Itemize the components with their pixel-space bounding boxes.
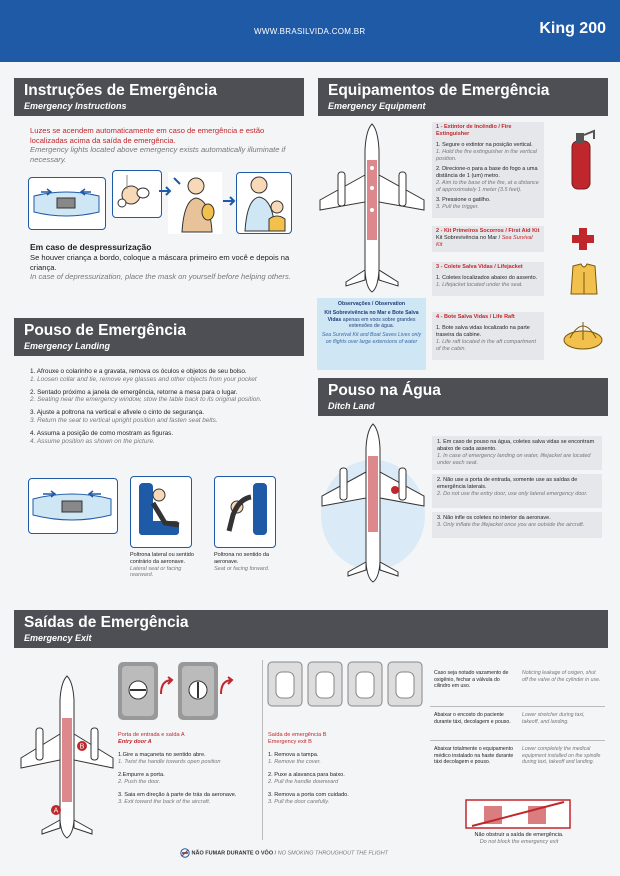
- first-aid-sub-pt: Kit Sobrevivência no Mar: [436, 235, 498, 241]
- oxygen-leak-pt: Caso seja notado vazamento de oxigênio, fechar a válvula do cilindro em uso.: [434, 670, 509, 690]
- mask-drop-illustration: [112, 170, 162, 218]
- landing-step-2-en: 2. Seating near the emergency window, stow the table back to its original position.: [30, 396, 262, 404]
- observation-pt-bold: Kit Sobrevivência no Mar e Bote Salva Vidas: [324, 309, 419, 323]
- do-not-block-pt: Não obstruir a saída de emergência.: [474, 832, 564, 838]
- exit-b-instructions: [268, 732, 418, 806]
- landing-step-3-pt: 3. Ajuste a poltrona na vertical e afivele o cinto de segurança.: [30, 409, 205, 417]
- exit-b-caption-en: Emergency exit B: [268, 739, 312, 745]
- door-a-step-1-pt: 1.Gire a maçaneta no sentido abre.: [118, 752, 206, 758]
- medical-equipment-row: [430, 746, 605, 788]
- seatbelt-icon: [29, 178, 104, 228]
- brace-rearward-caption: [130, 552, 202, 579]
- ditch-step-2: [432, 474, 602, 508]
- door-a-step-3-en: 3. Exit toward the back of the aircraft.: [118, 799, 211, 805]
- ditch-step-3: [432, 512, 602, 538]
- fire-step-3-en: 3. Pull the trigger.: [436, 204, 479, 210]
- brace-forward-caption-pt: Poltrona no sentido da aeronave.: [214, 552, 270, 565]
- equipment-title: Equipamentos de Emergência: [328, 82, 550, 99]
- exit-b-illustrations: [266, 660, 424, 710]
- door-a-step-2-en: 2. Push the door.: [118, 779, 161, 785]
- oxygen-mask-icon: [113, 171, 160, 216]
- aircraft-model: King 200: [539, 20, 606, 37]
- lights-text-pt: Luzes se acendem automaticamente em caso de emergência e estão localizadas acima da saída de emergência.: [30, 126, 265, 145]
- ditch-step-2-pt: 2. Não use a porta de entrada, somente use as saídas de emergência laterais.: [437, 477, 578, 490]
- observation-title: Observações / Observation: [337, 301, 406, 307]
- door-handle-open-icon: [178, 662, 218, 720]
- ditch-title: Pouso na Água: [328, 382, 441, 399]
- lifejacket-block: [432, 262, 544, 296]
- exit-a-marker: A: [53, 807, 59, 815]
- ditch-subtitle: Ditch Land: [328, 401, 375, 411]
- landing-step-2-pt: 2. Sentado próximo a janela de emergência, retorne a mesa para o lugar.: [30, 388, 238, 396]
- landing-steps: [30, 368, 305, 445]
- lights-text-en: Emergency lights located above emergency exists automatically illuminate if necessary.: [30, 145, 286, 164]
- depressurization-text-pt: Se houver criança a bordo, coloque a máscara primeiro em você e depois na criança.: [30, 253, 290, 272]
- oxygen-leak-row: [430, 670, 605, 708]
- divider: [262, 660, 263, 840]
- life-raft-head: 4 - Bote Salva Vidas / Life Raft: [436, 314, 515, 320]
- life-raft-step-en: 1. Life raft located in the aft compartment of the cabin.: [436, 339, 536, 352]
- brace-rearward-illustration: [130, 476, 192, 548]
- exit-b-step-2-en: 2. Pull the handle downward: [268, 779, 339, 785]
- stretcher-pt: Abaixar o encosto do paciente durante táxi, decolagem e pouso.: [434, 712, 511, 725]
- arrow-icon: [222, 196, 236, 206]
- footer-en: NO SMOKING THROUGHOUT THE FLIGHT: [277, 850, 389, 857]
- life-raft-icon: [562, 312, 604, 354]
- landing-subtitle: Emergency Landing: [24, 341, 111, 351]
- exit-b-step-1-en: 1. Remove the cover.: [268, 759, 321, 765]
- window-exit-icons: [266, 660, 424, 710]
- fire-step-2-en: 2. Aim to the base of the fire, at a distance of approximately 1 meter (3.5 feet).: [436, 180, 539, 193]
- exits-title: Saídas de Emergência: [24, 614, 189, 631]
- depressurization-title: Em caso de despressurização: [30, 242, 152, 252]
- ditch-step-3-pt: 3. Não infle os coletes no interior da aeronave.: [437, 515, 551, 521]
- ditch-step-1-en: 1. In case of emergency landing on water, lifejacket are located under each seat.: [437, 453, 591, 466]
- brace-forward-caption-en: Seat or facing forward.: [214, 565, 270, 572]
- top-bar: [0, 0, 620, 62]
- depressurization-block: [30, 242, 300, 282]
- landing-step-1-pt: 1. Afrouxe o colarinho e a gravata, remova os óculos e objetos de seu bolso.: [30, 368, 247, 375]
- stretcher-row: [430, 712, 605, 742]
- brace-rearward-caption-en: Lateral seat or facing rearward.: [130, 565, 182, 579]
- do-not-block-en: Do not block the emergency exit: [479, 838, 559, 845]
- door-a-caption-pt: Porta de entrada e saída A: [118, 732, 185, 738]
- door-handle-open-illustration: [178, 662, 218, 720]
- fire-step-1-en: 1. Hold the fire extinguisher in the vertical position.: [436, 149, 537, 162]
- oxygen-leak-en: Noticing leakage of oxigen, shut off the valve of the cylinder in use.: [522, 670, 601, 683]
- rotate-arrow-icon: [158, 676, 176, 698]
- ditch-step-1: [432, 436, 602, 470]
- door-a-step-2-pt: 2.Empurre a porta.: [118, 772, 165, 778]
- seatbelt-icon: [29, 479, 116, 532]
- door-handle-icon: [118, 662, 158, 720]
- landing-step-4-en: 4. Assume position as shown on the picture.: [30, 437, 155, 445]
- life-raft-block: [432, 312, 544, 360]
- fire-step-3-pt: 3. Pressione o gatilho.: [436, 197, 491, 203]
- fire-step-1-pt: 1. Segure o extintor na posição vertical.: [436, 142, 533, 148]
- door-a-instructions: [118, 732, 256, 806]
- door-handle-closed-illustration: [118, 662, 158, 720]
- medical-equipment-en: Lower completely the medical equipment installed on the spindle during taxi, takeoff and landing.: [522, 746, 601, 766]
- footer-pt: NÃO FUMAR DURANTE O VÔO: [191, 850, 274, 857]
- landing-step-3-en: 3. Return the seat to vertical upright position and fasten seat belts.: [30, 416, 218, 424]
- ditch-step-3-en: 3. Only inflate the lifejacket once you are outside the aircraft.: [437, 522, 585, 528]
- exit-b-step-3-en: 3. Pull the door carefully.: [268, 799, 330, 805]
- exit-b-step-1-pt: 1. Remova a tampa.: [268, 752, 319, 758]
- observation-pt-rest: apenas em voos sobre grandes extensões de água.: [342, 316, 416, 330]
- first-aid-sub-en: Sea Survival Kit: [436, 235, 533, 248]
- aircraft-equipment-diagram: [316, 120, 428, 295]
- instructions-subtitle: Emergency Instructions: [24, 101, 127, 111]
- brace-forward-illustration: [214, 476, 276, 548]
- seat-brace-forward-icon: [215, 477, 274, 546]
- no-smoking-icon: [180, 848, 190, 858]
- brace-rearward-caption-pt: Poltrona lateral ou sentido contrário da aeronave.: [130, 552, 194, 565]
- seat-brace-icon: [131, 477, 190, 546]
- lifejacket-head: 3 - Colete Salva Vidas / Lifejacket: [436, 264, 523, 270]
- instructions-header: [14, 78, 304, 116]
- ditch-step-2-en: 2. Do not use the entry door, use only lateral emergency door.: [437, 491, 588, 497]
- landing-belt-illustration: [28, 478, 118, 534]
- landing-title: Pouso de Emergência: [24, 322, 186, 339]
- footer-no-smoking: NÃO FUMAR DURANTE O VÔO / NO SMOKING THROUGHOUT THE FLIGHT: [180, 848, 388, 858]
- push-arrow-icon: [218, 676, 236, 698]
- ditch-step-1-pt: 1. Em caso de pouso na água, coletes salva vidas se encontram abaixo de cada assento.: [437, 439, 595, 452]
- child-mask-icon: [237, 173, 290, 232]
- lifejacket-icon: [565, 260, 603, 298]
- exit-b-marker: B: [79, 743, 85, 751]
- fire-extinguisher-block: [432, 122, 544, 218]
- equipment-subtitle: Emergency Equipment: [328, 101, 426, 111]
- door-a-caption-en: Entry door A: [118, 739, 152, 745]
- fire-extinguisher-head: 1 - Extintor de Incêndio / Fire Extinguisher: [436, 124, 512, 137]
- mask-self-illustration: [168, 172, 222, 234]
- mask-child-illustration: [236, 172, 292, 234]
- do-not-block-icon: [462, 798, 574, 830]
- exit-b-step-2-pt: 2. Puxe a alavanca para baixo.: [268, 772, 345, 778]
- first-aid-head: 2 - Kit Primeiros Socorros / First Aid Kit: [436, 228, 540, 234]
- lights-text: [30, 126, 296, 164]
- observation-en: Sea Survival Kit and Boat Saves Lives only on flights over large extensions of water: [321, 332, 422, 345]
- landing-header: [14, 318, 304, 356]
- lifejacket-step-en: 1. Lifejacket located under the seat.: [436, 282, 523, 288]
- landing-step-4-pt: 4. Assuma a posição de como mostram as figuras.: [30, 429, 174, 437]
- equipment-header: [318, 78, 608, 116]
- aircraft-ditch-diagram: [318, 420, 428, 585]
- brace-forward-caption: [214, 552, 286, 572]
- divider: [430, 740, 605, 741]
- aircraft-exits-diagram: [18, 672, 116, 842]
- door-a-step-3-pt: 3. Saia em direção à parte de trás da aeronave.: [118, 792, 237, 798]
- ditch-header: [318, 378, 608, 416]
- fire-extinguisher-icon: [560, 125, 600, 193]
- instructions-title: Instruções de Emergência: [24, 82, 217, 99]
- lifejacket-step-pt: 1. Coletes localizados abaixo do assento.: [436, 275, 538, 281]
- first-aid-cross-icon: [570, 226, 596, 252]
- observation-box: [317, 298, 426, 370]
- first-aid-block: 2 - Kit Primeiros Socorros / First Aid Kit Kit Sobrevivência no Mar / Sea Survival Kit: [432, 226, 544, 252]
- exits-header: [14, 610, 608, 648]
- do-not-block-text: [454, 832, 584, 846]
- fire-step-2-pt: 2. Direcione-o para a base do fogo a uma distância de 1 (um) metro.: [436, 166, 538, 179]
- website-url[interactable]: WWW.BRASILVIDA.COM.BR: [254, 27, 366, 36]
- exit-b-step-3-pt: 3. Remova a porta com cuidado.: [268, 792, 349, 798]
- person-mask-icon: [168, 172, 222, 234]
- exits-subtitle: Emergency Exit: [24, 633, 92, 643]
- life-raft-step-pt: 1. Bote salva vidas localizado na parte traseira da cabine.: [436, 325, 530, 338]
- arrow-icon: [158, 186, 172, 196]
- seatbelt-illustration: [28, 177, 106, 230]
- door-a-step-1-en: 1. Twist the handle towards open position: [118, 759, 221, 765]
- landing-step-1-en: 1. Loosen collar and tie, remove eye glasses and other objects from your pocket: [30, 375, 257, 383]
- depressurization-text-en: In case of depressurization, place the mask on yourself before helping others.: [30, 272, 291, 282]
- exit-b-caption-pt: Saída de emergência B: [268, 732, 327, 738]
- divider: [430, 706, 605, 707]
- medical-equipment-pt: Abaixar totalmente o equipamento médico instalado na haste durante táxi decolagem e pouso.: [434, 746, 514, 766]
- stretcher-en: Lower stretcher during taxi, takeoff, and landing.: [522, 712, 585, 725]
